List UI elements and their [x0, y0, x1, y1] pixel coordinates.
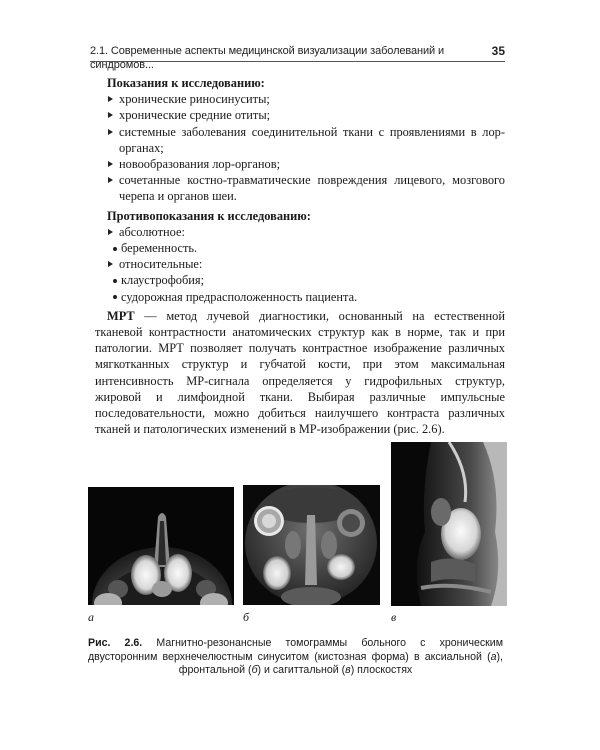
- list-item: сочетанные костно-травматические повреждения лицевого, мозгового черепа и органов шеи.: [107, 172, 505, 204]
- caption-text-1: Магнитно-резонансные томограммы больного с хроническим двусторонним верхнечелюстным синуситом (кистозная форма) в аксиальной (: [88, 637, 503, 663]
- list-item: беременность.: [112, 240, 505, 256]
- mri-axial-drawing: [88, 487, 234, 605]
- panel-label-c: в: [391, 610, 397, 624]
- mri-sagittal-image: [391, 442, 507, 606]
- absolute-label: абсолютное:: [119, 224, 185, 239]
- mri-sagittal-drawing: [391, 442, 507, 606]
- body-text: [95, 75, 505, 437]
- mri-axial-image: [88, 487, 234, 605]
- caption-text-2: ), фронтальной (: [178, 650, 503, 676]
- running-header: [90, 44, 505, 72]
- list-item: хронические риносинуситы;: [107, 91, 505, 107]
- caption-ref-c: в: [345, 664, 351, 676]
- list-item-absolute: [107, 224, 505, 240]
- contraindications-list: [95, 224, 505, 240]
- caption-ref-a: а: [490, 650, 497, 663]
- mri-frontal-drawing: [243, 485, 380, 605]
- absolute-sublist: [95, 240, 505, 256]
- indications-list: [95, 91, 505, 204]
- list-item: хронические средние отиты;: [107, 107, 505, 123]
- panel-label-a: а: [88, 610, 94, 624]
- mri-paragraph: [95, 308, 505, 438]
- header-rule: [90, 61, 505, 62]
- contraindications-heading: Противопоказания к исследованию:: [107, 208, 311, 223]
- caption-ref-b: б: [251, 664, 258, 676]
- list-item: судорожная предрасположенность пациента.: [112, 289, 505, 305]
- relative-sublist: [95, 272, 505, 304]
- relative-label: относительные:: [119, 257, 203, 272]
- mri-frontal-image: [243, 485, 380, 605]
- caption-label: Рис. 2.6.: [88, 637, 143, 649]
- figure-caption: [88, 637, 503, 678]
- list-item-relative: [107, 256, 505, 272]
- page-number: 35: [491, 44, 505, 58]
- list-item: системные заболевания соединительной ткани с проявлениями в лор-органах;: [107, 124, 505, 156]
- caption-text-4: ) плоскостях: [350, 664, 413, 676]
- paragraph-term: МРТ: [107, 308, 135, 323]
- running-title: 2.1. Современные аспекты медицинской визуализации заболеваний и синдромов...: [90, 45, 445, 71]
- panel-label-b: б: [243, 610, 250, 624]
- indications-heading: Показания к исследованию:: [107, 76, 265, 90]
- list-item: клаустрофобия;: [112, 272, 505, 288]
- caption-text-3: ) и сагиттальной (: [257, 664, 346, 676]
- contraindications-list-relative: [95, 256, 505, 272]
- paragraph-text: — метод лучевой диагностики, основанный на естественной тканевой контрастности анатомических структур как в норме, так и при патологии. МРТ позволяет получать контрастное изображение различных мягкотканных структур и губчатой кости, при этом максимальная интенсивность МР-сигнала определяется у гидрофильных структур, жировой и лимфоидной ткани. Выбирая различные импульсные последовательности, можно добиться наилучшего контраста различных тканей и патологических изменений в МР-изображении (рис. 2.6).: [95, 308, 505, 437]
- list-item: новообразования лор-органов;: [107, 156, 505, 172]
